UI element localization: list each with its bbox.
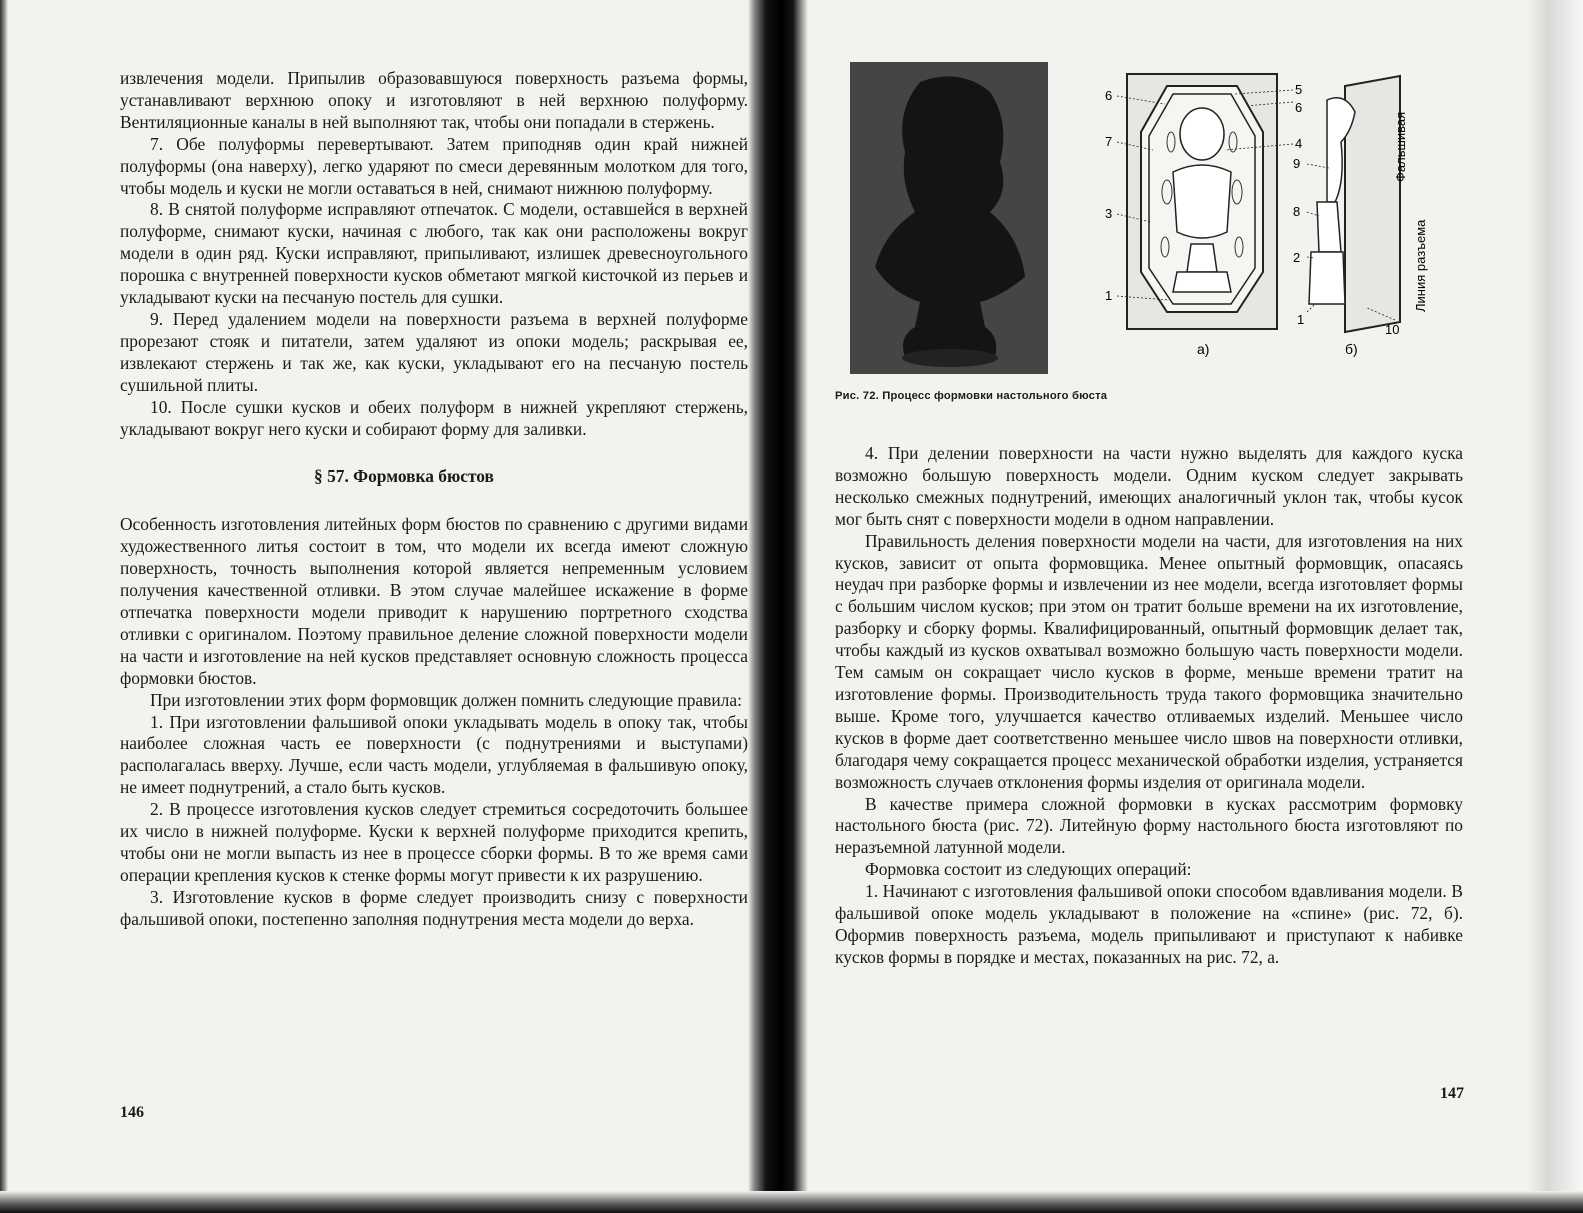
rules-intro-paragraph: При изготовлении этих форм формовщик должен помнить следующие правила: xyxy=(150,689,742,710)
label-b-2: 2 xyxy=(1293,250,1301,265)
label-b-8: 8 xyxy=(1293,204,1301,219)
paragraph-operation-1: 1. Начинают с изготовления фальшивой опоки способом вдавливания модели. В фальшивой опоке модель укладывают в положение на «спине» (рис. 72, б). Оформив поверхность разъема, модель припыливают и приступают к набивке кусков формы в порядке и местах, показанных на рис. 72, а. xyxy=(835,881,1463,967)
diagram-a xyxy=(1127,74,1277,329)
paragraph-step-4: 4. При делении поверхности на части нужно выделять для каждого куска возможно большую поверхность модели. Одним куском следует закрывать несколько смежных поднутрений, имеющих аналогичный уклон так, чтобы кусок мог быть снят с поверхности модели в одном направлении. xyxy=(835,443,1463,529)
label-parting-line: Линия разъема xyxy=(1413,219,1428,312)
label-a-6b: 6 xyxy=(1295,100,1303,115)
label-falsh: Фальшивая xyxy=(1393,111,1408,182)
paragraph-step-9: 9. Перед удалением модели на поверхности разъема в верхней полуформе прорезают стояк и питатели, затем удаляют из опоки модель; раскрывая ее, извлекают стержень и так же, как куски, укладывают его на песчаную постель сушильной плиты. xyxy=(120,308,748,395)
label-a-6: 6 xyxy=(1105,88,1113,103)
figure-72 xyxy=(850,62,1450,407)
bust-photo xyxy=(850,62,1048,374)
page-number-left: 146 xyxy=(120,1104,144,1121)
book-spine xyxy=(748,0,808,1213)
page-edge-left xyxy=(0,0,8,1213)
page-edge-right xyxy=(1528,0,1583,1213)
label-b: б) xyxy=(1345,341,1358,357)
label-b-10: 10 xyxy=(1385,322,1400,337)
paragraph-correctness: Правильность деления поверхности модели на части, для изготовления на них кусков, зависит от опыта формовщика. Менее опытный формовщик, опасаясь неудач при разборке формы и извлечении из нее модели, всегда изготовляет формы с большим числом кусков; при этом он тратит больше времени на их изготовление, разборку и сборку формы. Квалифицированный, опытный формовщик делает так, чтобы каждый из кусков охватывал возможно большую часть поверхности модели. Тем самым он сокращает число кусков в форме, меньше времени тратит на изготовление формы. Производительность труда такого формовщика значительно выше. Кроме того, улучшается качество отливаемых изделий. Меньшее число кусков в форме дает соответственно меньшее число швов на поверхности отливки, благодаря чему сокращается процесс механической обработки изделия, устраняется возможность случаев отклонения формы изделия от оригинала модели. xyxy=(835,530,1463,792)
label-a-3: 3 xyxy=(1105,206,1113,221)
label-b-9: 9 xyxy=(1293,156,1301,171)
left-page xyxy=(120,68,748,931)
paragraph-operations-intro: Формовка состоит из следующих операций: xyxy=(865,859,1192,880)
bust-silhouette xyxy=(850,62,1048,374)
figure-caption: Рис. 72. Процесс формовки настольного бюста xyxy=(835,390,1108,402)
section-heading: § 57. Формовка бюстов xyxy=(314,466,494,487)
label-a-7: 7 xyxy=(1105,134,1113,149)
label-a-5: 5 xyxy=(1295,82,1303,97)
paragraph-step-8: 8. В снятой полуформе исправляют отпечаток. С модели, оставшейся в верхней полуформе, снимают куски, начиная с любого, так как они расположены вокруг модели в один ряд. Куски исправляют, припыливают, излишек древесноугольного порошка с внутренней поверхности кусков обметают мягкой кисточкой из перьев и укладывают куски на песчаную постель для сушки. xyxy=(120,199,748,308)
diagram-b xyxy=(1309,76,1400,332)
paragraph-continued: извлечения модели. Припылив образовавшуюся поверхность разъема формы, устанавливают верхнюю опоку и изготовляют в ней верхнюю полуформу. Вентиляционные каналы в ней выполняют так, чтобы они попадали в стержень. xyxy=(120,68,748,132)
label-a-1: 1 xyxy=(1105,288,1113,303)
scan-bottom-edge xyxy=(0,1191,1583,1213)
right-page xyxy=(835,443,1463,969)
section-intro-paragraph: Особенность изготовления литейных форм бюстов по сравнению с другими видами художественного литья состоит в том, что модели их всегда имеют сложную поверхность, точность выполнения которой является непременным условием получения качественной отливки. В этом случае малейшее искажение в форме отпечатка поверхности модели приводит к нарушению портретного сходства отливки с оригиналом. Поэтому правильное деление сложной поверхности модели на части и изготовление на ней кусков представляет основную сложность процесса формовки бюстов. xyxy=(120,514,748,688)
label-b-1: 1 xyxy=(1297,312,1305,327)
label-a: а) xyxy=(1197,341,1210,357)
rule-1-paragraph: 1. При изготовлении фальшивой опоки укладывать модель в опоку так, чтобы наиболее сложная часть ее поверхности (с поднутрениями и выступами) располагалась вверху. Лучше, если часть модели, углубляемая в фальшивую опоку, не имеет поднутрений, а стало быть кусков. xyxy=(120,711,748,798)
page-number-right: 147 xyxy=(1440,1085,1464,1102)
paragraph-example: В качестве примера сложной формовки в кусках рассмотрим формовку настольного бюста (рис. 72). Литейную форму настольного бюста изготовляют по неразъемной латунной модели. xyxy=(835,793,1463,858)
rule-3-paragraph: 3. Изготовление кусков в форме следует производить снизу с поверхности фальшивой опоки, постепенно заполняя поднутрения места модели до верха. xyxy=(120,886,748,929)
paragraph-step-10: 10. После сушки кусков и обеих полуформ в нижней укрепляют стержень, укладывают вокруг него куски и собирают форму для заливки. xyxy=(120,396,748,439)
mold-diagrams xyxy=(1105,72,1450,372)
paragraph-step-7: 7. Обе полуформы перевертывают. Затем приподняв один край нижней полуформы (она наверху), легко ударяют по смеси деревянным молотком для того, чтобы модель и куски не могли оставаться в ней, снимают нижнюю полуформу. xyxy=(120,133,748,198)
rule-2-paragraph: 2. В процессе изготовления кусков следует стремиться сосредоточить большее их число в нижней полуформе. Куски к верхней полуформе приходится крепить, чтобы они не могли выпасть из нее в процессе сборки формы. В то же время сами операции крепления кусков к стенке формы могут привести к их разрушению. xyxy=(120,799,748,885)
label-a-4: 4 xyxy=(1295,136,1303,151)
